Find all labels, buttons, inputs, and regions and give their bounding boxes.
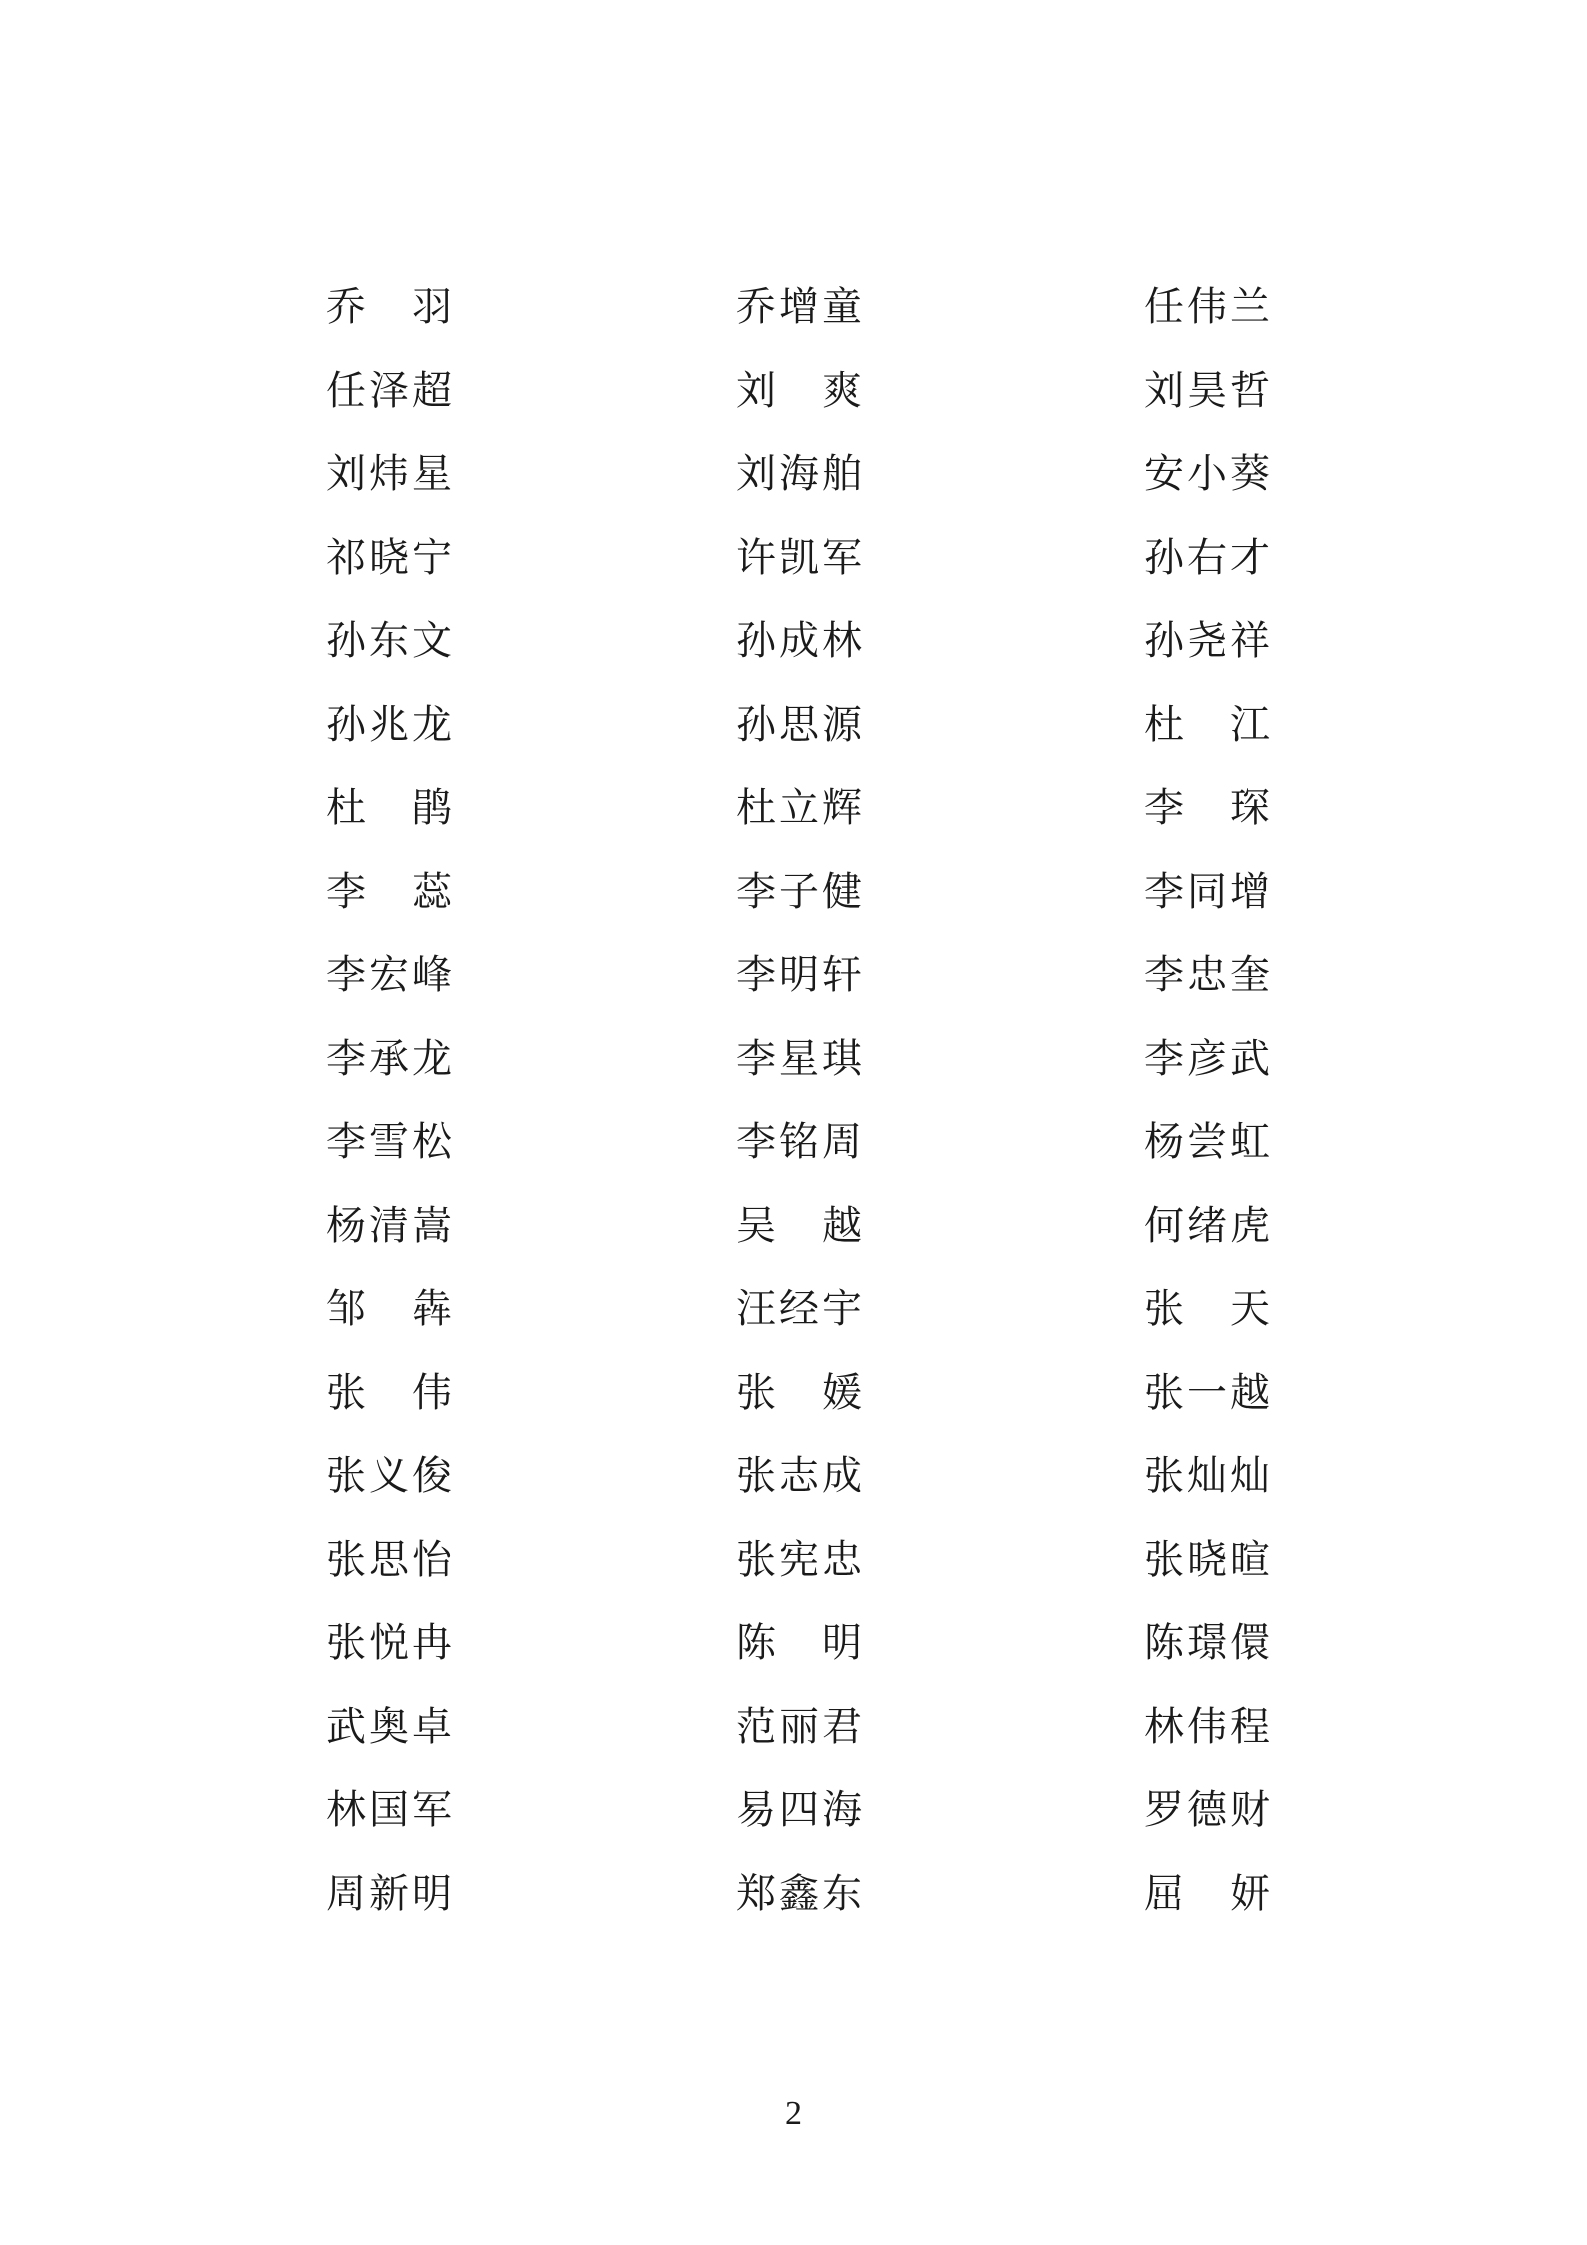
name-entry: 杨尝虹 [1144, 1119, 1273, 1165]
name-row [326, 1696, 1273, 1780]
name-entry: 易四海 [736, 1787, 865, 1833]
name-entry: 任泽超 [326, 367, 455, 414]
name-entry: 李同增 [1144, 868, 1273, 915]
name-entry: 许凯军 [736, 534, 865, 581]
name-entry: 李彦武 [1144, 1035, 1273, 1082]
name-row [326, 360, 1273, 444]
page-number: 2 [785, 2095, 802, 2132]
name-entry: 李星琪 [736, 1035, 865, 1082]
name-row [326, 1779, 1273, 1863]
name-row [326, 1445, 1273, 1529]
name-entry: 陈璟儇 [1144, 1620, 1273, 1666]
name-row [326, 777, 1270, 861]
name-entry: 孙兆龙 [326, 701, 455, 748]
name-entry: 孙右才 [1144, 534, 1273, 581]
name-entry: 孙东文 [326, 618, 455, 664]
name-entry: 张志成 [736, 1453, 865, 1499]
name-entry: 刘昊哲 [1144, 367, 1273, 414]
name-entry: 邹 犇 [326, 1286, 452, 1332]
name-entry: 吴 越 [736, 1202, 862, 1249]
name-entry: 张一越 [1144, 1369, 1273, 1416]
name-entry: 杜立辉 [736, 785, 865, 831]
name-entry: 汪经宇 [736, 1286, 865, 1332]
name-entry: 郑鑫东 [736, 1870, 865, 1917]
name-entry: 李 蕊 [326, 868, 452, 915]
name-entry: 乔 羽 [326, 284, 452, 330]
name-row [326, 443, 1273, 527]
name-entry: 张 天 [1144, 1286, 1270, 1332]
name-list [326, 276, 1273, 1946]
name-entry: 李铭周 [736, 1119, 865, 1165]
name-entry: 任伟兰 [1144, 284, 1273, 330]
name-row [326, 1195, 1273, 1279]
name-entry: 张义俊 [326, 1453, 455, 1499]
name-entry: 周新明 [326, 1870, 455, 1917]
name-row [326, 1612, 1273, 1696]
name-entry: 张晓暄 [1144, 1536, 1273, 1583]
name-entry: 孙成林 [736, 618, 865, 664]
name-entry: 孙思源 [736, 701, 865, 748]
name-entry: 林国军 [326, 1787, 455, 1833]
name-entry: 李雪松 [326, 1119, 455, 1165]
name-entry: 李子健 [736, 868, 865, 915]
name-entry: 李 琛 [1144, 785, 1270, 831]
name-row [326, 276, 1273, 360]
name-row [326, 861, 1273, 945]
name-entry: 武奥卓 [326, 1703, 455, 1750]
name-entry: 刘 爽 [736, 367, 862, 414]
name-row [326, 944, 1273, 1028]
name-entry: 何绪虎 [1144, 1202, 1273, 1249]
name-entry: 陈 明 [736, 1620, 862, 1666]
name-entry: 杜 江 [1144, 701, 1270, 748]
name-entry: 李宏峰 [326, 952, 455, 998]
name-row [326, 1362, 1273, 1446]
name-entry: 李承龙 [326, 1035, 455, 1082]
name-row [326, 527, 1273, 611]
name-entry: 刘炜星 [326, 451, 455, 497]
name-entry: 林伟程 [1144, 1703, 1273, 1750]
name-row [326, 1529, 1273, 1613]
name-entry: 孙尧祥 [1144, 618, 1273, 664]
name-row [326, 1278, 1270, 1362]
name-entry: 祁晓宁 [326, 534, 455, 581]
name-entry: 张悦冉 [326, 1620, 455, 1666]
name-entry: 张 伟 [326, 1369, 452, 1416]
name-entry: 李明轩 [736, 952, 865, 998]
name-entry: 范丽君 [736, 1703, 865, 1750]
name-row [326, 1863, 1270, 1947]
name-row [326, 1028, 1273, 1112]
name-entry: 乔增童 [736, 284, 865, 330]
name-entry: 刘海舶 [736, 451, 865, 497]
name-row [326, 1111, 1273, 1195]
name-entry: 罗德财 [1144, 1787, 1273, 1833]
name-entry: 屈 妍 [1144, 1870, 1270, 1917]
name-entry: 杨清嵩 [326, 1202, 455, 1249]
name-entry: 张思怡 [326, 1536, 455, 1583]
name-entry: 安小葵 [1144, 451, 1273, 497]
name-entry: 张宪忠 [736, 1536, 865, 1583]
name-entry: 张 媛 [736, 1369, 862, 1416]
name-entry: 杜 鹃 [326, 785, 452, 831]
name-entry: 张灿灿 [1144, 1453, 1273, 1499]
name-row [326, 610, 1273, 694]
name-row [326, 694, 1270, 778]
name-entry: 李忠奎 [1144, 952, 1273, 998]
